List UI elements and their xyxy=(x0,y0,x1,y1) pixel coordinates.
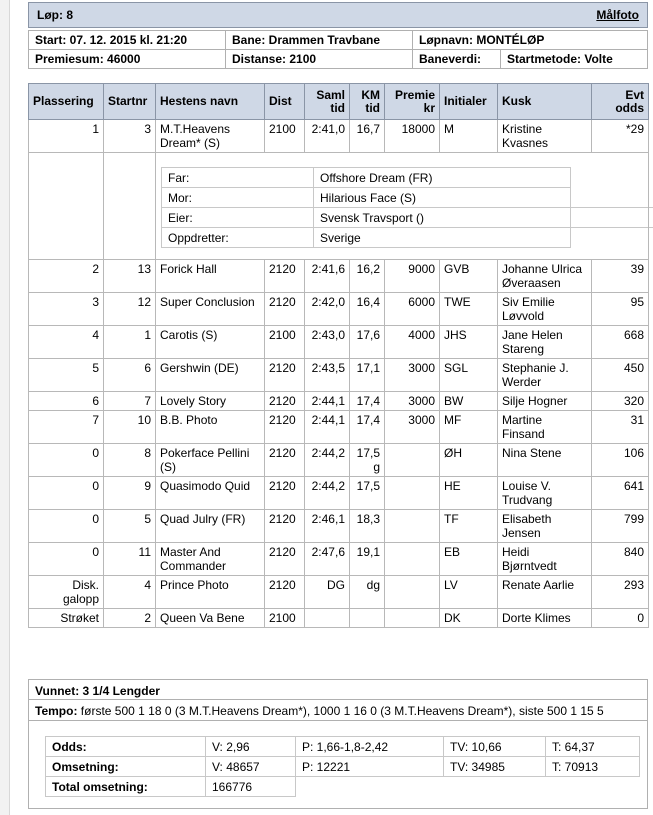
total-time: 2:44,2 xyxy=(305,444,350,477)
prize xyxy=(385,543,440,576)
start-number: 7 xyxy=(104,392,156,411)
km-time: 19,1 xyxy=(350,543,385,576)
initials: M xyxy=(440,120,498,153)
prize: 4000 xyxy=(385,326,440,359)
initials: DK xyxy=(440,609,498,628)
pedigree-table xyxy=(161,167,653,248)
distance: 2120 xyxy=(265,293,305,326)
km-time: 17,5 g xyxy=(350,444,385,477)
km-time: 17,1 xyxy=(350,359,385,392)
start-method: Startmetode: Volte xyxy=(501,50,648,69)
col-odds[interactable]: Evt odds xyxy=(592,84,649,120)
driver[interactable]: Louise V. Trudvang xyxy=(498,477,592,510)
col-driver[interactable]: Kusk xyxy=(498,84,592,120)
distance: 2120 xyxy=(265,392,305,411)
initials: JHS xyxy=(440,326,498,359)
distance: 2120 xyxy=(265,576,305,609)
horse-name[interactable]: Quasimodo Quid xyxy=(156,477,265,510)
pedigree-cell xyxy=(156,153,649,260)
start-number: 9 xyxy=(104,477,156,510)
km-time: 18,3 xyxy=(350,510,385,543)
total-time: DG xyxy=(305,576,350,609)
km-time: 17,4 xyxy=(350,411,385,444)
table-row[interactable] xyxy=(29,411,649,444)
horse-name[interactable]: Quad Julry (FR) xyxy=(156,510,265,543)
mother-label: Mor: xyxy=(162,188,314,208)
race-info xyxy=(28,30,648,69)
col-startnr[interactable]: Startnr xyxy=(104,84,156,120)
table-row[interactable] xyxy=(29,609,649,628)
horse-name[interactable]: Gershwin (DE) xyxy=(156,359,265,392)
driver[interactable]: Jane Helen Stareng xyxy=(498,326,592,359)
total-turnover-value: 166776 xyxy=(206,777,296,797)
prize xyxy=(385,576,440,609)
table-row[interactable] xyxy=(29,120,649,153)
odds: 799 xyxy=(592,510,649,543)
distance: Distanse: 2100 xyxy=(226,50,413,69)
odds-t: T: 64,37 xyxy=(546,737,640,757)
driver[interactable]: Johanne Ulrica Øveraasen xyxy=(498,260,592,293)
turnover-v: V: 48657 xyxy=(206,757,296,777)
distance: 2120 xyxy=(265,477,305,510)
placement: 1 xyxy=(29,120,104,153)
placement: 7 xyxy=(29,411,104,444)
photo-finish-link[interactable]: Målfoto xyxy=(596,8,639,22)
start-number: 12 xyxy=(104,293,156,326)
tempo-label: Tempo: xyxy=(35,704,78,718)
horse-name[interactable]: Super Conclusion xyxy=(156,293,265,326)
prize xyxy=(385,444,440,477)
placement: 4 xyxy=(29,326,104,359)
start-number: 3 xyxy=(104,120,156,153)
distance: 2120 xyxy=(265,359,305,392)
horse-name[interactable]: Forick Hall xyxy=(156,260,265,293)
initials: BW xyxy=(440,392,498,411)
table-row[interactable] xyxy=(29,510,649,543)
initials: SGL xyxy=(440,359,498,392)
turnover-t: T: 70913 xyxy=(546,757,640,777)
start-number: 11 xyxy=(104,543,156,576)
driver[interactable]: Stephanie J. Werder xyxy=(498,359,592,392)
table-row[interactable] xyxy=(29,444,649,477)
initials: TWE xyxy=(440,293,498,326)
odds-p: P: 1,66-1,8-2,42 xyxy=(296,737,444,757)
owner-label: Eier: xyxy=(162,208,314,228)
owner-value: Svensk Travsport () xyxy=(314,208,571,228)
table-row[interactable] xyxy=(29,543,649,576)
start-number: 10 xyxy=(104,411,156,444)
odds: 641 xyxy=(592,477,649,510)
driver[interactable]: Nina Stene xyxy=(498,444,592,477)
placement: 5 xyxy=(29,359,104,392)
total-time: 2:43,5 xyxy=(305,359,350,392)
horse-name[interactable]: Pokerface Pellini (S) xyxy=(156,444,265,477)
horse-name[interactable]: Prince Photo xyxy=(156,576,265,609)
driver[interactable]: Renate Aarlie xyxy=(498,576,592,609)
odds: 840 xyxy=(592,543,649,576)
track-value: Baneverdi: xyxy=(413,50,501,69)
total-time: 2:41,0 xyxy=(305,120,350,153)
odds: 450 xyxy=(592,359,649,392)
winning-margin: Vunnet: 3 1/4 Lengder xyxy=(35,684,160,698)
table-row[interactable] xyxy=(29,293,649,326)
pedigree-row xyxy=(29,153,649,260)
father-label: Far: xyxy=(162,168,314,188)
table-row[interactable] xyxy=(29,359,649,392)
km-time xyxy=(350,609,385,628)
start-number: 13 xyxy=(104,260,156,293)
distance: 2120 xyxy=(265,510,305,543)
total-time: 2:41,6 xyxy=(305,260,350,293)
mother-value: Hilarious Face (S) xyxy=(314,188,571,208)
km-time: 17,5 xyxy=(350,477,385,510)
turnover-label: Omsetning: xyxy=(46,757,206,777)
odds: 320 xyxy=(592,392,649,411)
col-initials[interactable]: Initialer xyxy=(440,84,498,120)
driver[interactable]: Martine Finsand xyxy=(498,411,592,444)
table-row[interactable] xyxy=(29,326,649,359)
col-km-time[interactable]: KM tid xyxy=(350,84,385,120)
prize-sum: Premiesum: 46000 xyxy=(29,50,226,69)
initials: ØH xyxy=(440,444,498,477)
start-number: 1 xyxy=(104,326,156,359)
driver[interactable]: Siv Emilie Løvvold xyxy=(498,293,592,326)
km-time: dg xyxy=(350,576,385,609)
odds: 31 xyxy=(592,411,649,444)
distance: 2120 xyxy=(265,444,305,477)
total-time: 2:46,1 xyxy=(305,510,350,543)
odds-v: V: 2,96 xyxy=(206,737,296,757)
km-time: 16,7 xyxy=(350,120,385,153)
total-time xyxy=(305,609,350,628)
start-number: 2 xyxy=(104,609,156,628)
prize: 18000 xyxy=(385,120,440,153)
odds: 39 xyxy=(592,260,649,293)
start-time: Start: 07. 12. 2015 kl. 21:20 xyxy=(29,31,226,50)
total-time: 2:42,0 xyxy=(305,293,350,326)
placement: 0 xyxy=(29,543,104,576)
distance: 2120 xyxy=(265,411,305,444)
odds: 668 xyxy=(592,326,649,359)
odds-label: Odds: xyxy=(46,737,206,757)
race-name: Løpnavn: MONTÉLØP xyxy=(413,31,648,50)
start-number: 5 xyxy=(104,510,156,543)
prize: 3000 xyxy=(385,359,440,392)
distance: 2100 xyxy=(265,326,305,359)
start-number: 4 xyxy=(104,576,156,609)
km-time: 16,4 xyxy=(350,293,385,326)
father-value: Offshore Dream (FR) xyxy=(314,168,571,188)
table-row[interactable] xyxy=(29,260,649,293)
prize: 6000 xyxy=(385,293,440,326)
total-time: 2:47,6 xyxy=(305,543,350,576)
col-dist[interactable]: Dist xyxy=(265,84,305,120)
odds: 106 xyxy=(592,444,649,477)
turnover-p: P: 12221 xyxy=(296,757,444,777)
col-horse[interactable]: Hestens navn xyxy=(156,84,265,120)
placement: 2 xyxy=(29,260,104,293)
distance: 2100 xyxy=(265,609,305,628)
horse-name[interactable]: B.B. Photo xyxy=(156,411,265,444)
initials: HE xyxy=(440,477,498,510)
distance: 2120 xyxy=(265,543,305,576)
placement: 0 xyxy=(29,477,104,510)
initials: MF xyxy=(440,411,498,444)
prize xyxy=(385,477,440,510)
driver[interactable]: Silje Hogner xyxy=(498,392,592,411)
driver[interactable]: Dorte Klimes xyxy=(498,609,592,628)
horse-name[interactable]: Lovely Story xyxy=(156,392,265,411)
total-time: 2:44,1 xyxy=(305,411,350,444)
placement: 6 xyxy=(29,392,104,411)
placement: Strøket xyxy=(29,609,104,628)
race-summary xyxy=(28,679,648,809)
initials: EB xyxy=(440,543,498,576)
col-prize[interactable]: Premie kr xyxy=(385,84,440,120)
driver[interactable]: Elisabeth Jensen xyxy=(498,510,592,543)
horse-name[interactable]: Queen Va Bene xyxy=(156,609,265,628)
horse-name[interactable]: Master And Commander xyxy=(156,543,265,576)
km-time: 16,2 xyxy=(350,260,385,293)
turnover-tv: TV: 34985 xyxy=(444,757,546,777)
placement: Disk. galopp xyxy=(29,576,104,609)
start-number: 8 xyxy=(104,444,156,477)
race-header xyxy=(28,2,648,28)
total-time: 2:43,0 xyxy=(305,326,350,359)
distance: 2120 xyxy=(265,260,305,293)
total-turnover-label: Total omsetning: xyxy=(46,777,206,797)
placement: 0 xyxy=(29,444,104,477)
table-row[interactable] xyxy=(29,576,649,609)
start-number: 6 xyxy=(104,359,156,392)
km-time: 17,6 xyxy=(350,326,385,359)
driver[interactable]: Kristine Kvasnes xyxy=(498,120,592,153)
km-time: 17,4 xyxy=(350,392,385,411)
table-row[interactable] xyxy=(29,477,649,510)
odds: *29 xyxy=(592,120,649,153)
col-placement[interactable]: Plassering xyxy=(29,84,104,120)
initials: TF xyxy=(440,510,498,543)
placement: 0 xyxy=(29,510,104,543)
placement: 3 xyxy=(29,293,104,326)
results-table xyxy=(28,83,648,628)
prize: 9000 xyxy=(385,260,440,293)
odds-tv: TV: 10,66 xyxy=(444,737,546,757)
odds-table xyxy=(45,736,640,797)
tempo-text xyxy=(35,704,604,718)
results-header xyxy=(29,84,649,120)
distance: 2100 xyxy=(265,120,305,153)
odds: 95 xyxy=(592,293,649,326)
horse-name[interactable]: M.T.Heavens Dream* (S) xyxy=(156,120,265,153)
track-name: Bane: Drammen Travbane xyxy=(226,31,413,50)
initials: GVB xyxy=(440,260,498,293)
tempo-value: første 500 1 18 0 (3 M.T.Heavens Dream*), 1000 1 16 0 (3 M.T.Heavens Dream*), siste 500 1 15 5 xyxy=(77,704,604,718)
race-number: Løp: 8 xyxy=(37,8,73,22)
horse-name[interactable]: Carotis (S) xyxy=(156,326,265,359)
prize: 3000 xyxy=(385,392,440,411)
total-time: 2:44,1 xyxy=(305,392,350,411)
prize xyxy=(385,609,440,628)
odds: 0 xyxy=(592,609,649,628)
breeder-label: Oppdretter: xyxy=(162,228,314,248)
odds: 293 xyxy=(592,576,649,609)
initials: LV xyxy=(440,576,498,609)
breeder-value: Sverige xyxy=(314,228,571,248)
table-row[interactable] xyxy=(29,392,649,411)
total-time: 2:44,2 xyxy=(305,477,350,510)
col-total-time[interactable]: Saml tid xyxy=(305,84,350,120)
prize: 3000 xyxy=(385,411,440,444)
prize xyxy=(385,510,440,543)
driver[interactable]: Heidi Bjørntvedt xyxy=(498,543,592,576)
